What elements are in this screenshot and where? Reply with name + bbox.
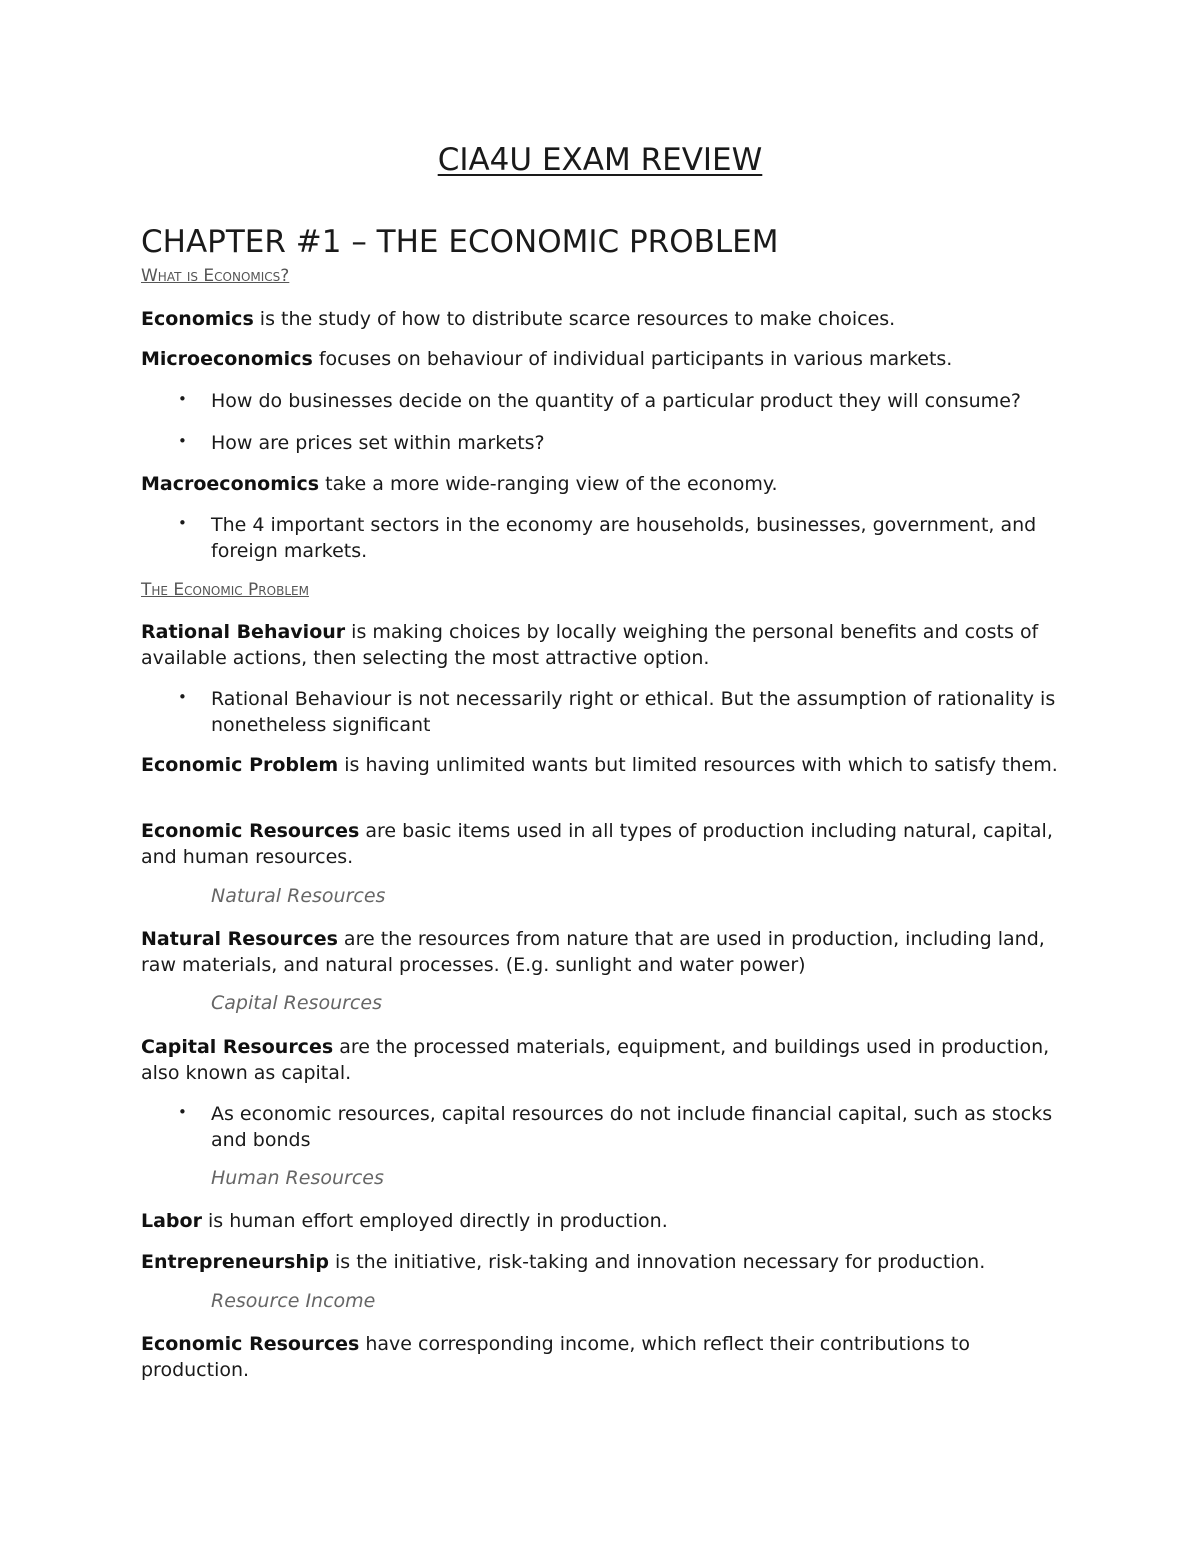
bullet-icon: • — [178, 688, 187, 706]
paragraph-capital-resources — [141, 1034, 1066, 1086]
bullet-item — [178, 686, 1066, 738]
definition-economics: is the study of how to distribute scarce resources to make choices. — [253, 308, 896, 330]
paragraph-natural-resources — [141, 926, 1066, 978]
term-microeconomics: Microeconomics — [141, 348, 313, 370]
term-economic-resources-income: Economic Resources — [141, 1333, 360, 1355]
term-macroeconomics: Macroeconomics — [141, 473, 320, 495]
paragraph-economic-resources — [141, 818, 1066, 870]
bullet-text: As economic resources, capital resources do not include financial capital, such as stocks and bonds — [211, 1103, 1053, 1151]
term-economic-resources: Economic Resources — [141, 820, 360, 842]
document-title: CIA4U EXAM REVIEW — [437, 142, 763, 178]
term-natural-resources: Natural Resources — [141, 928, 338, 950]
bullet-text: How are prices set within markets? — [211, 432, 545, 454]
paragraph-economics — [141, 306, 1066, 332]
section-heading-economic-problem: The Economic Problem — [141, 580, 309, 600]
bullet-text: The 4 important sectors in the economy are households, businesses, government, and foreign markets. — [211, 514, 1037, 562]
term-rational-behaviour: Rational Behaviour — [141, 621, 346, 643]
bullet-item — [178, 1101, 1066, 1153]
definition-economic-resources: are basic items used in all types of production including natural, capital, and human resources. — [141, 820, 1053, 868]
paragraph-entrepreneurship — [141, 1249, 1066, 1275]
chapter-heading: CHAPTER #1 – THE ECONOMIC PROBLEM — [141, 224, 779, 260]
definition-labor: is human effort employed directly in production. — [201, 1210, 668, 1232]
bullet-item — [178, 430, 1066, 456]
definition-economic-problem: is having unlimited wants but limited resources with which to satisfy them. — [338, 754, 1058, 776]
paragraph-rational-behaviour — [141, 619, 1066, 671]
definition-natural-resources: are the resources from nature that are used in production, including land, raw materials, and natural processes. (E.g. sunlight and water power) — [141, 928, 1045, 976]
definition-microeconomics: focuses on behaviour of individual participants in various markets. — [312, 348, 953, 370]
paragraph-resource-income — [141, 1331, 1066, 1383]
bullet-item — [178, 512, 1066, 564]
bullet-text: How do businesses decide on the quantity of a particular product they will consume? — [211, 390, 1021, 412]
term-economic-problem: Economic Problem — [141, 754, 339, 776]
section-heading-what-is-economics: What is Economics? — [141, 266, 290, 286]
definition-macroeconomics: take a more wide-ranging view of the economy. — [319, 473, 778, 495]
bullet-text: Rational Behaviour is not necessarily right or ethical. But the assumption of rationality is nonetheless significant — [211, 688, 1056, 736]
paragraph-economic-problem — [141, 752, 1066, 778]
term-entrepreneurship: Entrepreneurship — [141, 1251, 329, 1273]
paragraph-macroeconomics — [141, 471, 1066, 497]
subheading-natural-resources: Natural Resources — [211, 885, 386, 907]
definition-entrepreneurship: is the initiative, risk-taking and innovation necessary for production. — [328, 1251, 986, 1273]
definition-rational-behaviour: is making choices by locally weighing the personal benefits and costs of available actions, then selecting the most attractive option. — [141, 621, 1039, 669]
bullet-icon: • — [178, 514, 187, 532]
subheading-resource-income: Resource Income — [211, 1290, 376, 1312]
paragraph-microeconomics — [141, 346, 1066, 372]
paragraph-labor — [141, 1208, 1066, 1234]
term-economics: Economics — [141, 308, 254, 330]
bullet-icon: • — [178, 390, 187, 408]
bullet-item — [178, 388, 1066, 414]
subheading-capital-resources: Capital Resources — [211, 992, 382, 1014]
term-labor: Labor — [141, 1210, 202, 1232]
definition-resource-income: have corresponding income, which reflect their contributions to production. — [141, 1333, 970, 1381]
definition-capital-resources: are the processed materials, equipment, and buildings used in production, also known as capital. — [141, 1036, 1050, 1084]
bullet-icon: • — [178, 432, 187, 450]
term-capital-resources: Capital Resources — [141, 1036, 334, 1058]
bullet-icon: • — [178, 1103, 187, 1121]
subheading-human-resources: Human Resources — [211, 1167, 384, 1189]
